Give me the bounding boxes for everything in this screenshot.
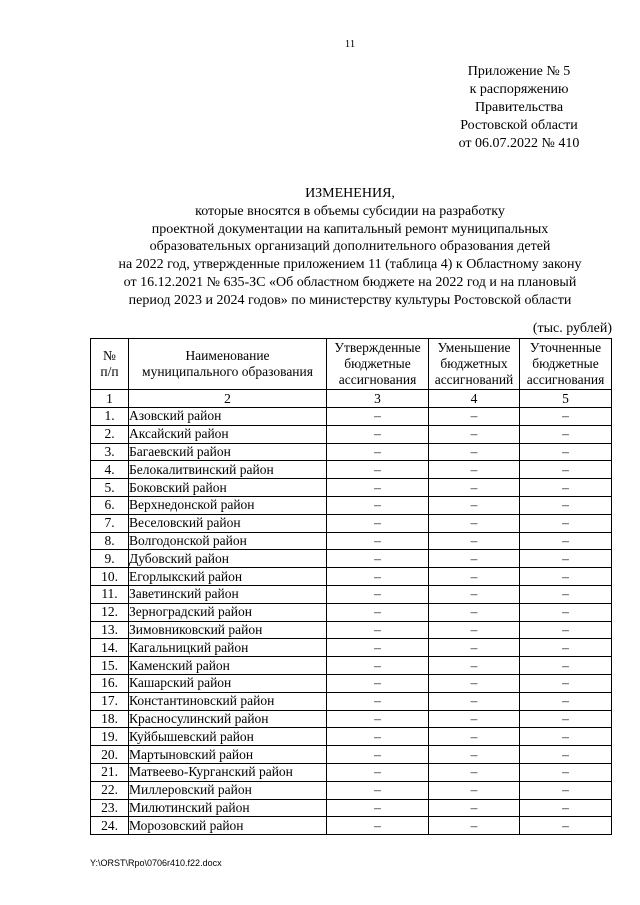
document-title [60,185,640,310]
municipality-name: Егорлыкский район [129,568,327,586]
municipality-name: Веселовский район [129,514,327,532]
title-line: проектной документации на капитальный ремонт муниципальных [151,221,549,237]
refined-value: – [520,674,612,692]
table-row [91,585,612,603]
municipality-name: Аксайский район [129,425,327,443]
approved-value: – [327,514,429,532]
table-row [91,532,612,550]
refined-value: – [520,781,612,799]
row-number: 5. [91,479,129,497]
refined-value: – [520,425,612,443]
row-number: 13. [91,621,129,639]
title-line: которые вносятся в объемы субсидии на разработку [195,203,505,219]
municipality-name: Куйбышевский район [129,728,327,746]
row-number: 11. [91,585,129,603]
decrease-value: – [429,425,520,443]
row-number: 8. [91,532,129,550]
row-number: 10. [91,568,129,586]
row-number: 4. [91,461,129,479]
row-number: 9. [91,550,129,568]
decrease-value: – [429,639,520,657]
approved-value: – [327,425,429,443]
decrease-value: – [429,728,520,746]
decrease-value: – [429,746,520,764]
decrease-value: – [429,568,520,586]
row-number: 22. [91,781,129,799]
approved-value: – [327,817,429,835]
municipality-name: Миллеровский район [129,781,327,799]
approved-value: – [327,746,429,764]
municipality-name: Матвеево-Курганский район [129,763,327,781]
refined-value: – [520,746,612,764]
municipality-name: Милютинский район [129,799,327,817]
refined-value: – [520,550,612,568]
title-heading: ИЗМЕНЕНИЯ, [305,186,395,201]
decrease-value: – [429,532,520,550]
title-line: на 2022 год, утвержденные приложением 11 (таблица 4) к Областному закону [118,257,582,273]
row-number: 14. [91,639,129,657]
units-label: (тыс. рублей) [532,321,612,336]
approved-value: – [327,621,429,639]
subsidy-table [90,338,612,835]
approved-value: – [327,461,429,479]
row-number: 3. [91,443,129,461]
table-row [91,674,612,692]
column-number: 4 [429,390,520,408]
refined-value: – [520,514,612,532]
decrease-value: – [429,621,520,639]
header-number: № п/п [91,339,129,390]
table-row [91,568,612,586]
header-municipality: Наименование муниципального образования [129,339,327,390]
table-row [91,408,612,426]
table-row [91,817,612,835]
row-number: 7. [91,514,129,532]
refined-value: – [520,621,612,639]
refined-value: – [520,443,612,461]
approved-value: – [327,603,429,621]
refined-value: – [520,799,612,817]
decrease-value: – [429,603,520,621]
municipality-name: Боковский район [129,479,327,497]
row-number: 21. [91,763,129,781]
row-number: 20. [91,746,129,764]
row-number: 24. [91,817,129,835]
refined-value: – [520,763,612,781]
appendix-line: Правительства [474,100,564,115]
refined-value: – [520,461,612,479]
table-row [91,799,612,817]
approved-value: – [327,408,429,426]
table-row [91,479,612,497]
approved-value: – [327,781,429,799]
approved-value: – [327,763,429,781]
approved-value: – [327,532,429,550]
approved-value: – [327,443,429,461]
decrease-value: – [429,408,520,426]
municipality-name: Зимовниковский район [129,621,327,639]
title-line: образовательных организаций дополнительного образования детей [149,239,551,255]
row-number: 16. [91,674,129,692]
column-number: 3 [327,390,429,408]
approved-value: – [327,639,429,657]
refined-value: – [520,817,612,835]
municipality-name: Верхнедонской район [129,496,327,514]
table-row [91,781,612,799]
municipality-name: Красносулинский район [129,710,327,728]
table-row [91,603,612,621]
municipality-name: Азовский район [129,408,327,426]
appendix-line: к распоряжению [469,82,569,97]
table-row [91,496,612,514]
approved-value: – [327,568,429,586]
appendix-line: Ростовской области [460,118,578,133]
municipality-name: Зерноградский район [129,603,327,621]
title-line: от 16.12.2021 № 635-ЗС «Об областном бюджете на 2022 год и на плановый [123,274,577,290]
table-row [91,621,612,639]
refined-value: – [520,479,612,497]
title-line: период 2023 и 2024 годов» по министерству культуры Ростовской области [128,292,572,308]
column-number: 1 [91,390,129,408]
decrease-value: – [429,657,520,675]
table-row [91,657,612,675]
header-refined: Уточненные бюджетные ассигнования [520,339,612,390]
municipality-name: Белокалитвинский район [129,461,327,479]
refined-value: – [520,710,612,728]
file-path-footer: Y:\ORST\Rpo\0706r410.f22.docx [90,858,222,868]
table-row [91,710,612,728]
approved-value: – [327,550,429,568]
decrease-value: – [429,799,520,817]
decrease-value: – [429,817,520,835]
appendix-line: от 06.07.2022 № 410 [458,136,580,151]
row-number: 6. [91,496,129,514]
refined-value: – [520,408,612,426]
column-number: 2 [129,390,327,408]
municipality-name: Заветинский район [129,585,327,603]
decrease-value: – [429,674,520,692]
municipality-name: Волгодонской район [129,532,327,550]
municipality-name: Кашарский район [129,674,327,692]
municipality-name: Константиновский район [129,692,327,710]
row-number: 1. [91,408,129,426]
table-row [91,461,612,479]
approved-value: – [327,657,429,675]
header-decrease: Уменьшение бюджетных ассигнований [429,339,520,390]
table-row [91,692,612,710]
refined-value: – [520,657,612,675]
municipality-name: Кагальницкий район [129,639,327,657]
refined-value: – [520,639,612,657]
decrease-value: – [429,710,520,728]
decrease-value: – [429,550,520,568]
row-number: 2. [91,425,129,443]
decrease-value: – [429,479,520,497]
table-row [91,746,612,764]
row-number: 15. [91,657,129,675]
municipality-name: Дубовский район [129,550,327,568]
decrease-value: – [429,461,520,479]
refined-value: – [520,728,612,746]
column-number-row [91,390,612,408]
refined-value: – [520,496,612,514]
row-number: 23. [91,799,129,817]
row-number: 12. [91,603,129,621]
approved-value: – [327,585,429,603]
municipality-name: Каменский район [129,657,327,675]
approved-value: – [327,692,429,710]
decrease-value: – [429,781,520,799]
municipality-name: Морозовский район [129,817,327,835]
table-row [91,550,612,568]
column-number: 5 [520,390,612,408]
approved-value: – [327,799,429,817]
municipality-name: Багаевский район [129,443,327,461]
municipality-name: Мартыновский район [129,746,327,764]
row-number: 18. [91,710,129,728]
appendix-line: Приложение № 5 [467,64,571,79]
row-number: 17. [91,692,129,710]
decrease-value: – [429,514,520,532]
decrease-value: – [429,692,520,710]
refined-value: – [520,585,612,603]
approved-value: – [327,479,429,497]
approved-value: – [327,710,429,728]
header-approved: Утвержденные бюджетные ассигнования [327,339,429,390]
decrease-value: – [429,763,520,781]
refined-value: – [520,532,612,550]
decrease-value: – [429,496,520,514]
table-row [91,425,612,443]
refined-value: – [520,603,612,621]
table-row [91,639,612,657]
decrease-value: – [429,443,520,461]
row-number: 19. [91,728,129,746]
page-number: 11 [344,38,356,50]
refined-value: – [520,692,612,710]
table-row [91,763,612,781]
approved-value: – [327,496,429,514]
approved-value: – [327,728,429,746]
approved-value: – [327,674,429,692]
decrease-value: – [429,585,520,603]
table-row [91,728,612,746]
refined-value: – [520,568,612,586]
appendix-block [430,63,608,153]
table-row [91,443,612,461]
table-row [91,514,612,532]
